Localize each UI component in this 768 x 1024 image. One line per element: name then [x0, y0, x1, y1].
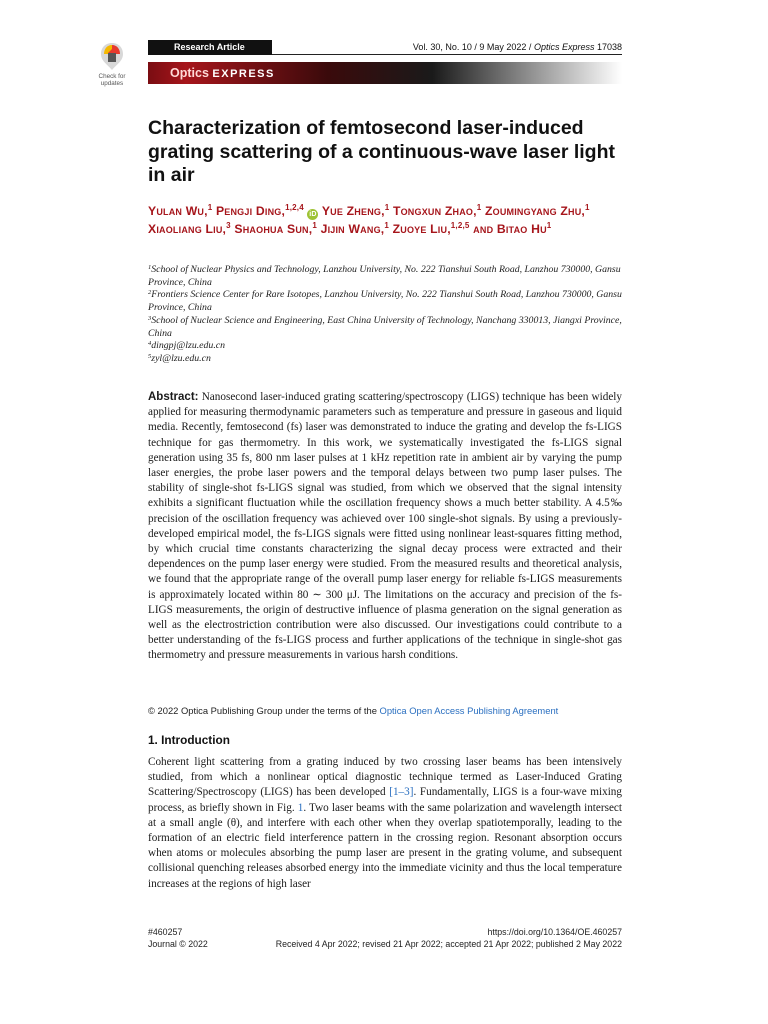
citation-line: Vol. 30, No. 10 / 9 May 2022 / Optics Express 17038: [412, 42, 622, 52]
article-id: #460257: [148, 927, 183, 937]
footer-left: [148, 926, 208, 950]
license-link[interactable]: Optica Open Access Publishing Agreement: [379, 705, 559, 716]
journal-logo: Optics EXPRESS: [170, 66, 275, 80]
author: Jijin Wang,$^1$: [320, 221, 390, 236]
affiliation: $^2$Frontiers Science Center for Rare Isotopes, Lanzhou University, No. 222 Tianshui South Road, Lanzhou 730000, Gansu Province, China: [148, 289, 622, 314]
footer-right: [276, 926, 622, 950]
author-list: [148, 202, 622, 238]
author: Zuoye Liu,$^{1,2,5}$: [392, 221, 470, 236]
orcid-icon[interactable]: iD: [309, 211, 317, 218]
author: Xiaoliang Liu,$^3$: [148, 221, 231, 236]
affiliation: $^1$School of Nuclear Physics and Technology, Lanzhou University, No. 222 Tianshui South Road, Lanzhou 730000, Gansu Province, China: [148, 264, 621, 288]
publication-dates: Received 4 Apr 2022; revised 21 Apr 2022; accepted 21 Apr 2022; published 2 May 2022: [275, 939, 622, 949]
running-header: [148, 40, 622, 55]
paper-title: Characterization of femtosecond laser-induced grating scattering of a continuous-wave laser light in air: [148, 117, 615, 186]
author: Yue Zheng,$^1$: [321, 203, 390, 218]
author: Tongxun Zhao,$^1$: [392, 203, 482, 218]
email-dingpj[interactable]: $^4$dingpj@lzu.edu.cn: [148, 340, 226, 352]
author: Shaohua Sun,$^1$: [234, 221, 317, 236]
journal-copyright: Journal © 2022: [148, 939, 208, 949]
affiliation: $^3$School of Nuclear Science and Engineering, East China University of Technology, Nanchang 330013, Jiangxi Province, China: [148, 314, 622, 339]
figure-link[interactable]: 1: [297, 801, 304, 814]
abstract: [148, 390, 622, 664]
license-notice: © 2022 Optica Publishing Group under the terms of the Optica Open Access Publishing Agreement: [148, 705, 559, 716]
journal-banner: [148, 62, 622, 84]
abstract-text: Nanosecond laser-induced grating scattering/spectroscopy (LIGS) technique has been widely applied for measuring thermodynamic parameters such as temperature and pressure in gaseous and liquid media. Recently, femtosecond (fs) laser was demonstrated to induce the grating and develop the fs-LIGS technique for gas thermometry. In this work, we systematically investigated the fs-LIGS signal generation using 35 fs, 800 nm laser pulses at 1 kHz repetition rate in ambient air by varying the pump laser energies, the probe laser powers and the temporal delays between two pump laser pulses. The stability of single-shot fs-LIGS signal was studied, from which we observed that the signal intensity exhibits a significant fluctuation while the oscillation frequency shows a much better stability. A 4.5‰ precision of the oscillation frequency was achieved over 100 single-shot signals. By using a previously-developed empirical model, the fs-LIGS signals were fitted using nonlinear least-squares fitting method, by which crucial time constants characterizing the signal decay process were extracted and their dependences on the pump laser energy were studied. From the measured results and theoretical analysis, we found that the appropriate range of the overall pump laser energy for reliable fs-LIGS measurements is approximately located within 80 ∼ 300 μJ. The limitations on the accuracy and precision of the fs-LIGS measurements, the origin of destructive influence of plasma generation on the signal generation as well as the electrostriction contribution were also discussed. Our investigations could contribute to a better understanding of the fs-LIGS process and further applications of the technique in single-shot gas thermometry and pressure measurements in various harsh conditions.: [148, 391, 622, 662]
author: Yulan Wu,$^1$: [148, 203, 213, 218]
citation-link[interactable]: [1–3]: [389, 786, 414, 799]
email-zyl[interactable]: $^5$zyl@lzu.edu.cn: [148, 352, 211, 364]
check-for-updates-label: Check for updates: [98, 73, 126, 87]
affiliations: [148, 264, 622, 366]
author: and Bitao Hu$^1$: [473, 221, 552, 236]
author: Pengji Ding,$^{1,2,4}$: [215, 203, 304, 218]
author: Zoumingyang Zhu,$^1$: [484, 203, 590, 218]
check-for-updates-badge[interactable]: [92, 42, 132, 90]
introduction-paragraph: Coherent light scattering from a grating induced by two crossing laser beams has been intensively studied, from which a nonlinear optical diagnostic technique termed as Laser-Induced Grating Scattering/Spectroscopy (LIGS) has been developed [1–3]. Fundamentally, LIGS is a four-wave mixing process, as briefly shown in Fig. 1. Two laser beams with the same polarization and wavelength intersect at a small angle (θ), and interfere with each other when they overlap spatiotemporally, leading to the formation of an electric field interference pattern in the crossing region. Resonant absorption occurs when atoms or molecules absorbing the pump laser are present in the grating volume, and subsequent collisional quenching releases absorbed energy into the immediate vicinity and thus the local temperature increases at the regions of high laser: [148, 756, 622, 890]
doi-link[interactable]: https://doi.org/10.1364/OE.460257: [487, 927, 622, 937]
abstract-label: Abstract:: [148, 391, 199, 403]
article-type: Research Article: [148, 40, 272, 55]
section-heading-introduction: 1. Introduction: [148, 733, 230, 747]
check-for-updates-icon: [99, 42, 125, 72]
